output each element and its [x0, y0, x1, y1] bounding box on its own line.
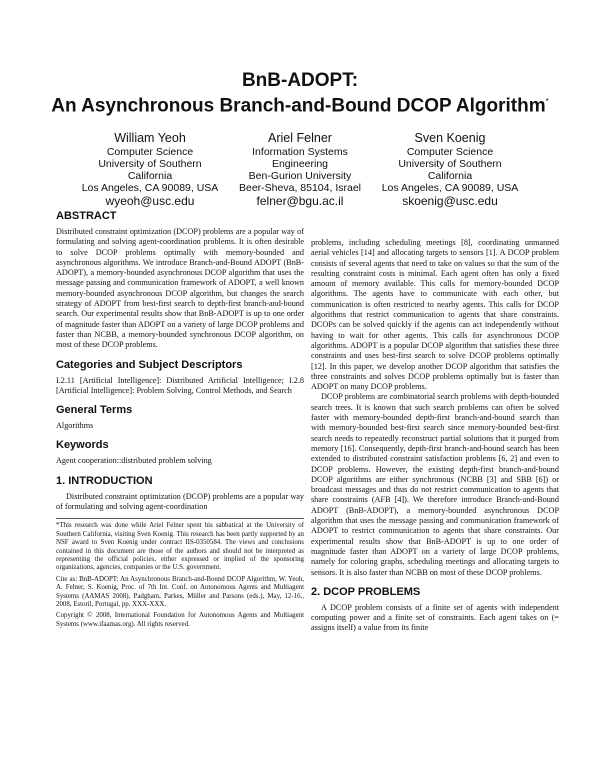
paper-title-line1: BnB-ADOPT: [241, 70, 359, 91]
dcop-problems-text: A DCOP problem consists of a finite set of agents with independent computing power and a finite set of constraints. Each agent takes on (= assigns itself) a value from its finite [311, 602, 559, 633]
author-block-koenig [355, 131, 545, 208]
author-email: wyeoh@usc.edu [105, 194, 195, 208]
author-name: Sven Koenig [414, 131, 486, 145]
title-line2-text: An Asynchronous Branch-and-Bound DCOP Algorithm [51, 95, 546, 117]
footnote-citation: Cite as: BnB-ADOPT: An Asynchronous Branch-and-Bound DCOP Algorithm, W. Yeoh, A. Felner, S. Koenig, Proc. of 7th Int. Conf. on Autonomous Agents and Multiagent Systems (AAMAS 2008), Padgham, Parkes, Müller and Parsons (eds.), May, 12-16., 2008, Estoril, Portugal, pp. XXX-XXX. [56, 575, 304, 608]
intro-continued-paragraph: problems, including scheduling meetings [8], coordinating unmanned aerial vehicles [14] and allocating targets to sensors [1]. A DCOP problem consists of several agents that need to take on values so that the sum of the resulting constraint costs is minimal. Each agent often has only a fixed amount of memory available. This calls for memory-bounded DCOP algorithms. The agents have to communicate with each other, but communication is often restricted to nearby agents. This calls for DCOP algorithms that restrict communication to agents that share constraints. DCOPs can be solved quickly if the agents can act independently without having to wait for other agents. This calls for asynchronous DCOP algorithms. ADOPT is a popular DCOP algorithm that satisfies these three constraints and uses best-first search to solve DCOP problems optimally [12]. In this paper, we develop another DCOP algorithm that satisfies the three constraints and solves DCOP problems optimally but is faster than ADOPT on many DCOP problems. [311, 238, 559, 392]
intro-paragraph-2: DCOP problems are combinatorial search problems with depth-bounded search trees. It is known that such search problems can often be solved faster with memory-bounded depth-first branch-and-bound search than with memory-bounded best-first search since memory-bounded best-first search needs to repeatedly reconstruct partial solutions that it purged from memory [16]. Consequently, depth-first branch-and-bound search has been extended to distributed constraint satisfaction problems [6, 2] and even to DCOP problems. However, the existing depth-first branch-and-bound DCOP algorithms are either synchronous (NCBB [3] and SBB [6]) or broadcast messages and thus do not restrict communication to agents that share constraints (AFB [4]). We therefore introduce Branch-and-Bound ADOPT (BnB-ADOPT), a memory-bounded asynchronous DCOP algorithm that uses the message passing and communication framework of ADOPT to restrict communication to agents that share constraints. Our experimental results show that BnB-ADOPT is up to one order of magnitude faster than ADOPT on a variety of large DCOP problems, namely for coloring graphs, scheduling meetings and allocating targets to sensors. It is also faster than NCBB on most of these DCOP problems. [311, 392, 559, 577]
author-name: William Yeoh [114, 131, 186, 145]
paper-title-line2 [0, 91, 600, 117]
footnote-copyright: Copyright © 2008, International Foundation for Autonomous Agents and Multiagent Systems (www.ifaamas.org). All rights reserved. [56, 612, 304, 628]
introduction-text: Distributed constraint optimization (DCOP) problems are a popular way of formulating and solving agent-coordination [56, 491, 304, 512]
author-affiliation-line: Los Angeles, CA 90089, USA [381, 182, 519, 194]
categories-heading: Categories and Subject Descriptors [56, 358, 243, 371]
keywords-heading: Keywords [56, 439, 109, 452]
author-affiliation-line: Information Systems [252, 146, 348, 158]
footnote-research-note: *This research was done while Ariel Felner spent his sabbatical at the University of Southern California, visiting Sven Koenig. This research has been partly supported by an NSF award to Sven Koenig under contract IIS-0350584. The views and conclusions contained in this document are those of the authors and should not be interpreted as representing the official policies, either expressed or implied of the sponsoring organizations, agencies, companies or the U.S. government. [56, 522, 304, 572]
categories-text: I.2.11 [Artificial Intelligence]: Distributed Artificial Intelligence; I.2.8 [Artificial Intelligence]: Problem Solving, Control Methods, and Search [56, 375, 304, 395]
author-email: skoenig@usc.edu [402, 194, 498, 208]
author-affiliation-line: Beer-Sheva, 85104, Israel [239, 182, 361, 194]
left-column [56, 210, 304, 632]
author-affiliation-line: California [427, 170, 473, 182]
title-footnote-mark: * [545, 97, 549, 106]
author-affiliation-line: Los Angeles, CA 90089, USA [81, 182, 219, 194]
dcop-problems-heading: 2. DCOP PROBLEMS [311, 585, 421, 598]
footnote-block [56, 518, 304, 629]
author-affiliation-line: California [127, 170, 173, 182]
general-terms-heading: General Terms [56, 404, 133, 417]
author-affiliation-line: University of Southern [98, 158, 202, 170]
author-name: Ariel Felner [268, 131, 332, 145]
abstract-text: Distributed constraint optimization (DCOP) problems are a popular way of formulating and solving agent-coordination problems. It is often desirable to solve DCOP problems optimally with memory-bounded and asynchronous algorithms. We introduce Branch-and-Bound ADOPT (BnB-ADOPT), a memory-bounded asynchronous DCOP algorithm that uses the message passing and communication framework of ADOPT, a well known memory-bounded asynchronous DCOP algorithm, but changes the search strategy of ADOPT from best-first search to depth-first branch-and-bound search. Our experimental results show that BnB-ADOPT is up to one order of magnitude faster than ADOPT on a variety of large DCOP problems and faster than NCBB, a memory-bounded synchronous DCOP algorithm, on most of these DCOP problems. [56, 227, 304, 350]
right-column [311, 238, 559, 634]
author-email: felner@bgu.ac.il [256, 194, 344, 208]
author-affiliation-line: Ben-Gurion University [248, 170, 352, 182]
author-affiliation-line: University of Southern [398, 158, 502, 170]
introduction-heading: 1. INTRODUCTION [56, 474, 153, 487]
general-terms-text: Algorithms [56, 421, 94, 431]
abstract-heading: ABSTRACT [56, 210, 117, 222]
author-affiliation-line: Engineering [271, 158, 329, 170]
keywords-text: Agent cooperation::distributed problem solving [56, 456, 212, 466]
author-affiliation-line: Computer Science [106, 146, 194, 158]
author-affiliation-line: Computer Science [406, 146, 494, 158]
